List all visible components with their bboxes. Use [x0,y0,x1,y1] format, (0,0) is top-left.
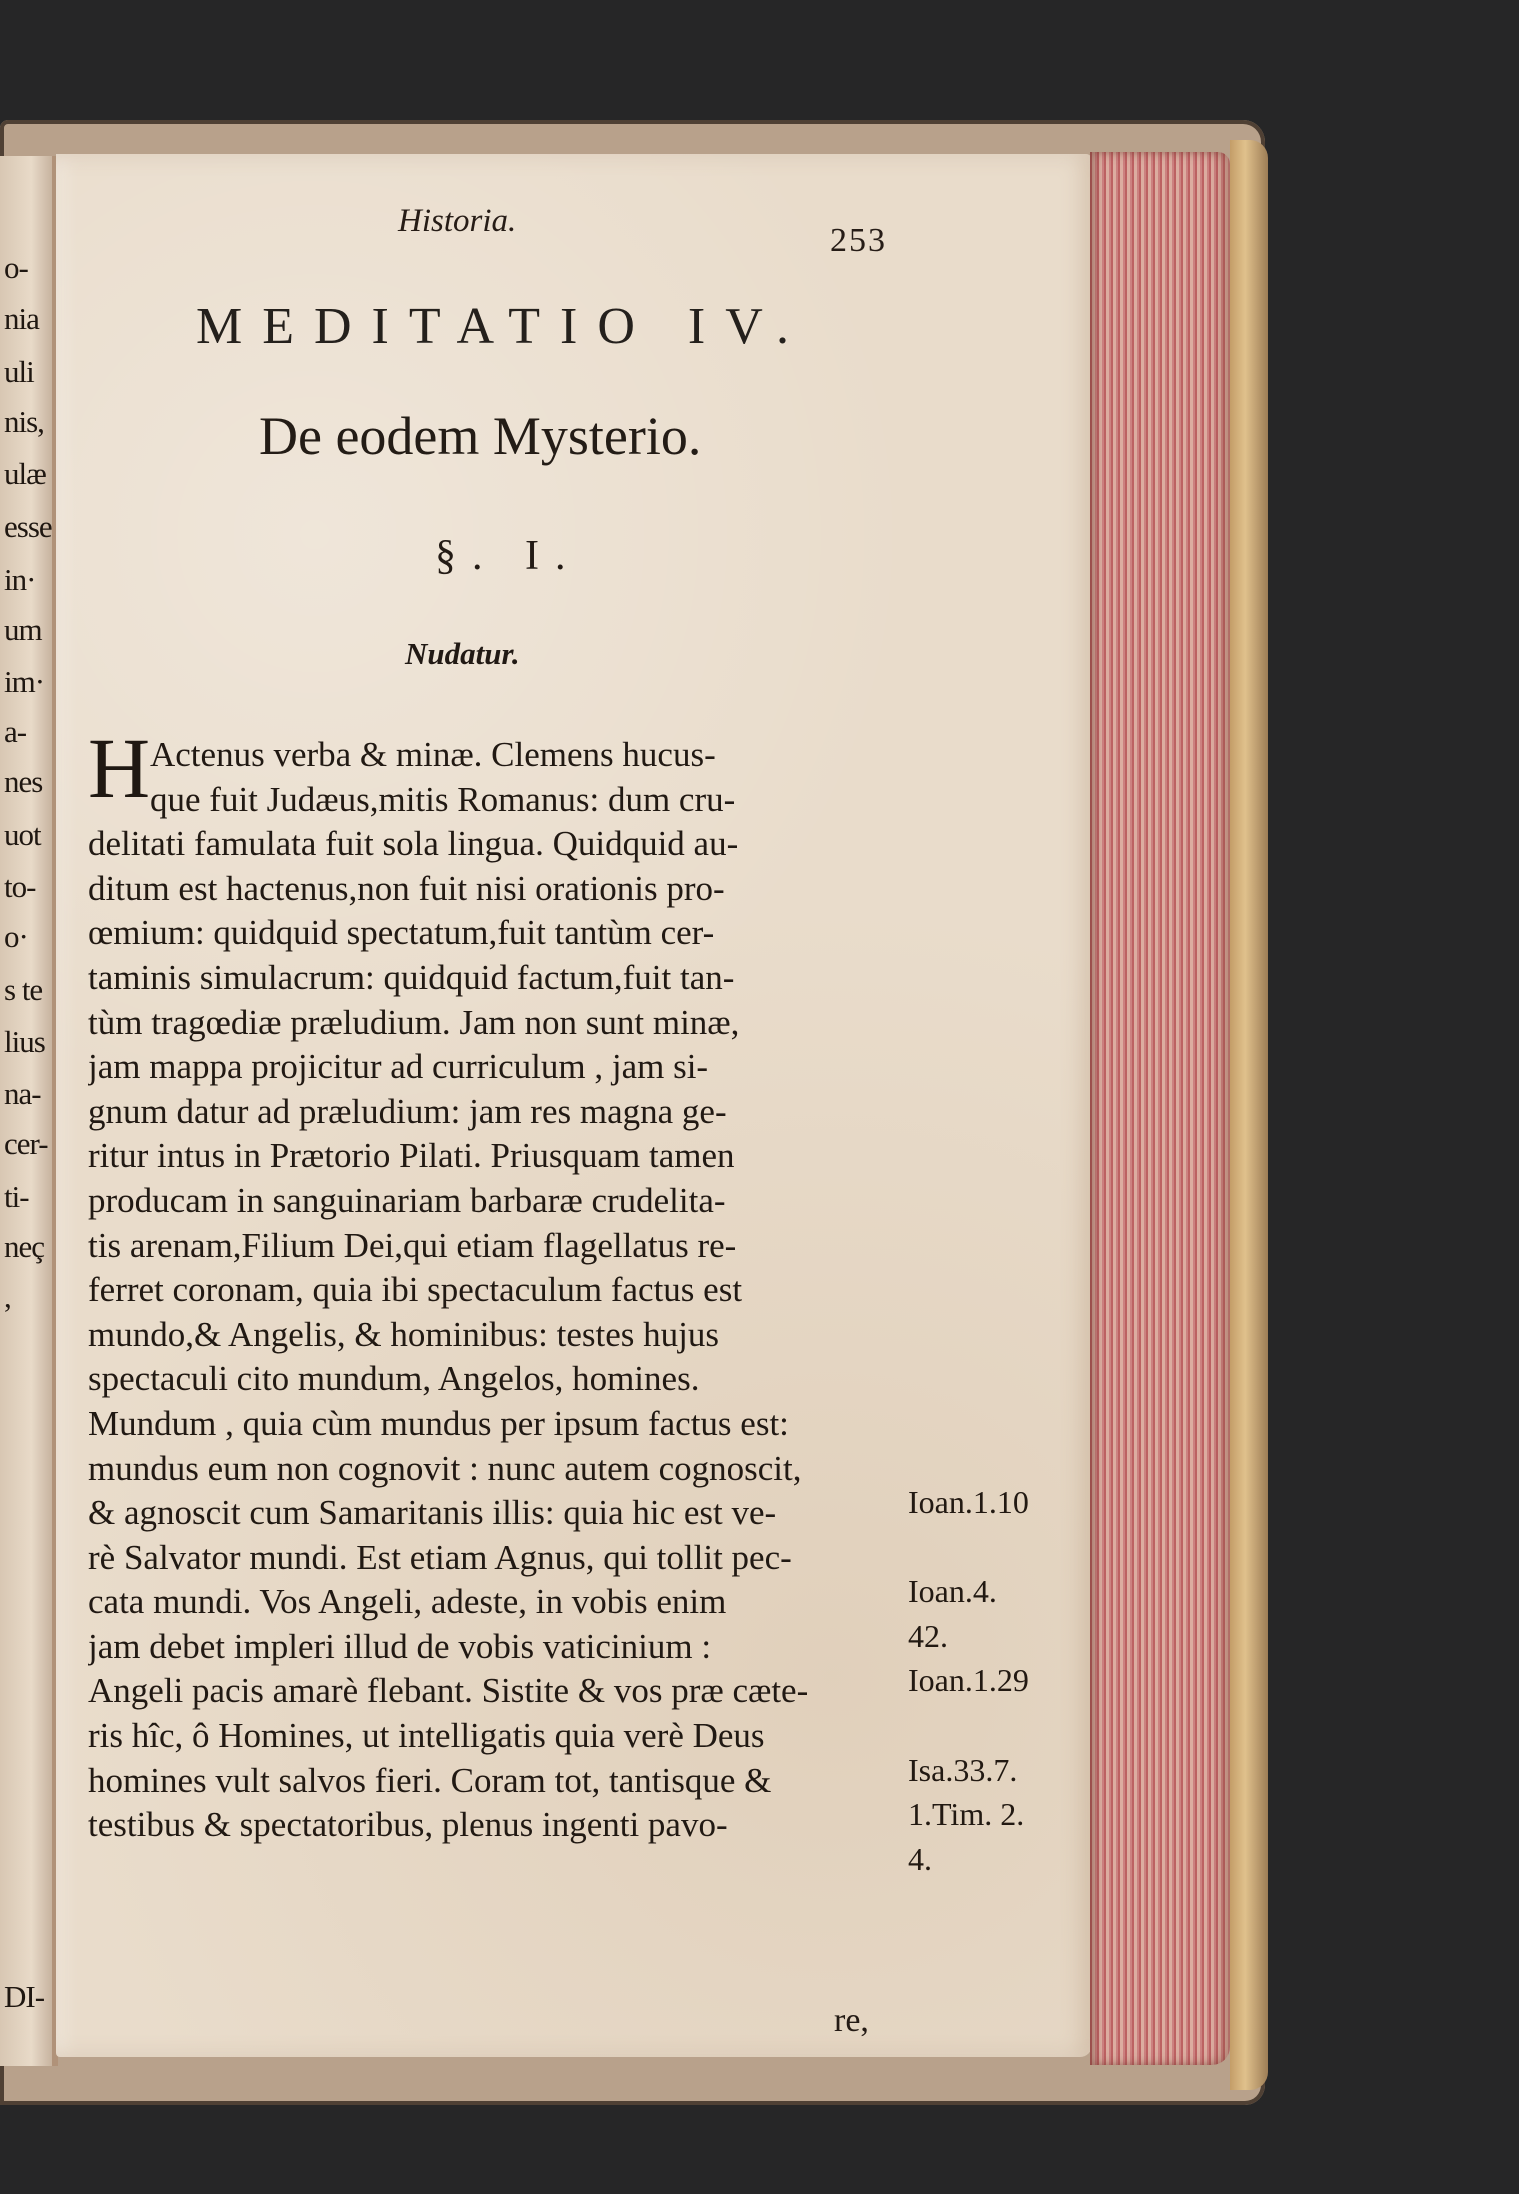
book-spine [1230,140,1268,2090]
catchword: re, [834,2002,869,2039]
text-line: jam mappa projicitur ad curriculum , jam si- [88,1047,709,1087]
text-line: ris hîc, ô Homines, ut intelligatis quia verè Deus [88,1716,765,1756]
left-margin-text: nis, [4,404,44,439]
text-line: que fuit Judæus,mitis Romanus: dum cru- [150,779,736,819]
left-margin-text: esse [4,509,52,544]
left-margin-text: to- [4,869,36,904]
left-margin-text: , [4,1279,11,1314]
text-line: mundus eum non cognovit : nunc autem cognoscit, [88,1448,802,1488]
red-page-edge [1090,152,1230,2065]
left-page-fragment [0,156,58,2066]
marginal-note: Ioan.4. [908,1573,997,1610]
running-head: Historia. [398,203,517,239]
left-margin-text: na- [4,1076,41,1111]
marginal-note: 4. [908,1840,932,1877]
left-margin-text: o- [4,250,28,285]
left-margin-text: im· [4,664,45,699]
left-margin-text: s te [4,972,43,1007]
left-margin-text: lius [4,1024,45,1059]
text-line: œmium: quidquid spectatum,fuit tantùm cer- [88,913,715,953]
drop-cap: H [88,720,151,816]
text-line: spectaculi cito mundum, Angelos, homines. [88,1359,700,1399]
marginal-note: Ioan.1.10 [908,1484,1029,1520]
text-line: ferret coronam, quia ibi spectaculum factus est [88,1270,743,1310]
text-line: homines vult salvos fieri. Coram tot, tantisque & [88,1760,772,1800]
text-line: Actenus verba & minæ. Clemens hucus- [150,735,716,774]
text-line: testibus & spectatoribus, plenus ingenti pavo- [88,1805,728,1845]
left-margin-text: o· [4,919,28,954]
left-margin-text: um [4,612,42,647]
left-margin-text: cer- [4,1126,48,1161]
text-line: ditum est hactenus,non fuit nisi orationis pro- [88,868,725,908]
marginal-note: 1.Tim. 2. [908,1796,1025,1833]
marginal-notes [908,1480,1090,1881]
text-line: cata mundi. Vos Angeli, adeste, in vobis enim [88,1582,727,1622]
page-number: 253 [830,222,887,259]
text-line: jam debet impleri illud de vobis vaticinium : [88,1626,712,1666]
left-margin-text: a- [4,714,27,749]
left-margin-text: DI- [4,1979,45,2014]
marginal-note: 42. [908,1617,948,1654]
text-line: & agnoscit cum Samaritanis illis: quia hic est ve- [88,1493,777,1533]
left-margin-text: uli [4,354,34,389]
left-margin-text: uot [4,817,41,852]
text-line: producam in sanguinariam barbaræ crudelita- [88,1180,726,1220]
text-line: ritur intus in Prætorio Pilati. Priusquam tamen [88,1136,735,1176]
text-line: gnum datur ad præludium: jam res magna ge- [88,1091,727,1131]
marginal-note [908,1703,1090,1748]
left-margin-text: neç [4,1229,45,1264]
text-line: delitati famulata fuit sola lingua. Quidquid au- [88,824,739,864]
left-margin-text: ulæ [4,456,46,491]
text-line: taminis simulacrum: quidquid factum,fuit tan- [88,957,735,997]
main-text-block [88,733,903,1848]
marginal-note [908,1525,1090,1570]
text-line: Mundum , quia cùm mundus per ipsum factus est: [88,1403,789,1443]
marginal-note: Ioan.1.29 [908,1662,1029,1699]
marginal-note: Isa.33.7. [908,1751,1018,1788]
text-line: tùm tragœdiæ præludium. Jam non sunt minæ, [88,1002,740,1042]
left-margin-text: nia [4,301,39,336]
subtitle: De eodem Mysterio. [259,406,702,466]
text-line: tis arenam,Filium Dei,qui etiam flagellatus re- [88,1225,737,1265]
left-margin-text: in· [4,562,36,597]
section-topic: Nudatur. [405,636,520,671]
left-margin-text: nes [4,764,43,799]
text-line: rè Salvator mundi. Est etiam Agnus, qui tollit pec- [88,1537,792,1577]
text-line: Angeli pacis amarè flebant. Sistite & vos præ cæte- [88,1671,809,1711]
text-line: mundo,& Angelis, & hominibus: testes hujus [88,1314,719,1354]
section-mark: §. I. [435,533,582,579]
chapter-title: MEDITATIO IV. [196,298,810,355]
left-margin-text: ti- [4,1179,29,1214]
